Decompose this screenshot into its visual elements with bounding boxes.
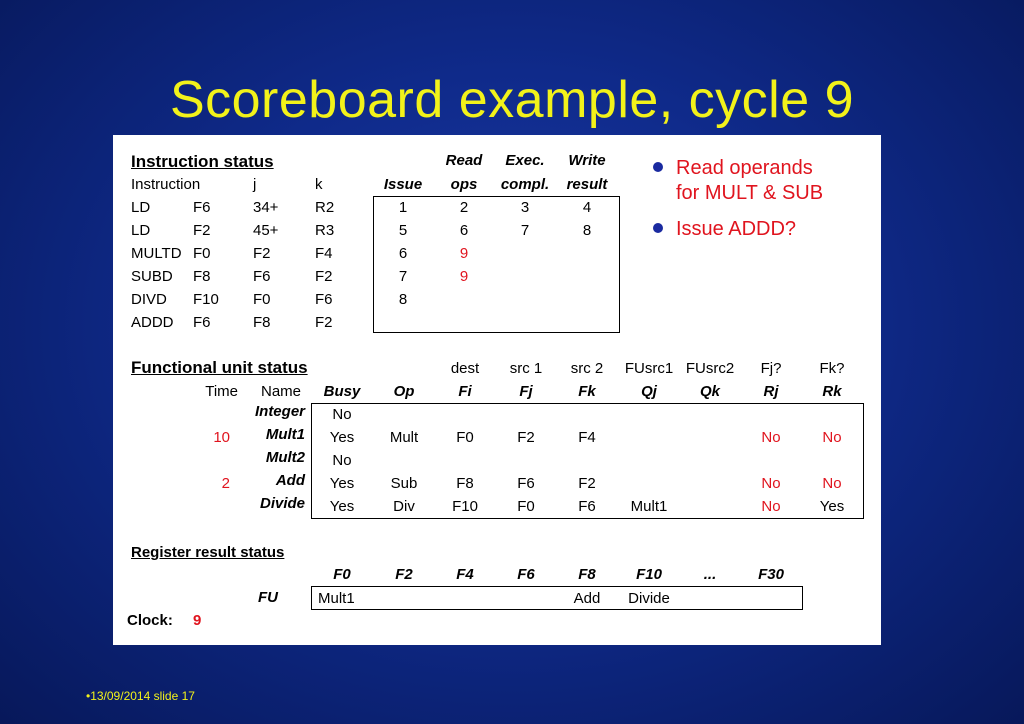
register-name: F6 bbox=[517, 566, 535, 583]
register-name: F2 bbox=[395, 566, 413, 583]
instruction-read-ops: 2 bbox=[459, 199, 469, 216]
instruction-k: F6 bbox=[315, 291, 333, 308]
scoreboard-panel bbox=[113, 135, 881, 645]
fu-cell-fj: F0 bbox=[517, 498, 535, 515]
instruction-status-box bbox=[373, 196, 620, 333]
instruction-j: F8 bbox=[253, 314, 271, 331]
instruction-issue: 7 bbox=[398, 268, 408, 285]
instruction-exec-compl: 3 bbox=[520, 199, 530, 216]
instruction-k: F2 bbox=[315, 314, 333, 331]
instruction-j: 45+ bbox=[253, 222, 279, 239]
fu-header-cell: Fk bbox=[578, 383, 596, 400]
fu-cell-fj: F6 bbox=[517, 475, 535, 492]
instruction-j: F2 bbox=[253, 245, 271, 262]
fu-time: 10 bbox=[213, 429, 230, 446]
fu-cell-busy: Yes bbox=[329, 429, 355, 446]
fu-cell-fi: F8 bbox=[456, 475, 474, 492]
instruction-issue: 8 bbox=[398, 291, 408, 308]
register-name: F8 bbox=[578, 566, 596, 583]
register-name: ... bbox=[703, 566, 717, 583]
fu-cell-rk: No bbox=[822, 475, 842, 492]
instruction-dest: F8 bbox=[193, 268, 211, 285]
fu-cell-op: Mult bbox=[389, 429, 419, 446]
fu-header-top-cell: FUsrc1 bbox=[624, 360, 674, 377]
fu-header-name: Name bbox=[260, 383, 301, 400]
instruction-issue: 6 bbox=[398, 245, 408, 262]
fu-name: Integer bbox=[254, 403, 305, 420]
fu-header-cell: Fj bbox=[519, 383, 533, 400]
fu-header-top-cell: src 2 bbox=[570, 360, 604, 377]
fu-cell-fi: F0 bbox=[456, 429, 474, 446]
note-1-line-1: Read operands bbox=[676, 157, 813, 179]
fu-cell-op: Div bbox=[393, 498, 415, 515]
register-name: F0 bbox=[333, 566, 351, 583]
fu-header-cell: Fi bbox=[458, 383, 472, 400]
fu-cell-rj: No bbox=[761, 475, 781, 492]
fu-header-cell: Qk bbox=[699, 383, 720, 400]
header-exec: Exec. bbox=[505, 152, 545, 169]
fu-cell-rk: No bbox=[822, 429, 842, 446]
instruction-j: F6 bbox=[253, 268, 271, 285]
instruction-j: 34+ bbox=[253, 199, 279, 216]
instruction-dest: F2 bbox=[193, 222, 211, 239]
instruction-write-result: 8 bbox=[582, 222, 592, 239]
fu-cell-busy: No bbox=[332, 452, 352, 469]
fu-header-top-cell: dest bbox=[450, 360, 480, 377]
fu-cell-busy: No bbox=[332, 406, 352, 423]
header-instruction: Instruction bbox=[131, 176, 201, 193]
fu-header-cell: Qj bbox=[641, 383, 657, 400]
register-name: F10 bbox=[636, 566, 662, 583]
fu-header-top-cell: src 1 bbox=[509, 360, 543, 377]
instruction-dest: F0 bbox=[193, 245, 211, 262]
fu-cell-fk: F4 bbox=[578, 429, 596, 446]
fu-cell-fk: F6 bbox=[578, 498, 596, 515]
fu-time: 2 bbox=[221, 475, 230, 492]
fu-name: Divide bbox=[259, 495, 305, 512]
fu-label: FU bbox=[258, 589, 278, 606]
fu-header-cell: Rk bbox=[822, 383, 842, 400]
instruction-op: LD bbox=[131, 199, 151, 216]
bullet-icon bbox=[653, 223, 663, 233]
header-issue: Issue bbox=[383, 176, 423, 193]
instruction-op: LD bbox=[131, 222, 151, 239]
functional-unit-status-heading: Functional unit status bbox=[131, 358, 308, 377]
fu-header-top-cell: FUsrc2 bbox=[685, 360, 735, 377]
fu-cell-rj: No bbox=[761, 498, 781, 515]
instruction-op: MULTD bbox=[131, 245, 182, 262]
instruction-k: R3 bbox=[315, 222, 335, 239]
footer-date-slide: •13/09/2014 slide 17 bbox=[86, 689, 195, 703]
fu-header-cell: Op bbox=[393, 383, 415, 400]
register-name: F4 bbox=[456, 566, 474, 583]
clock-label: Clock: bbox=[127, 612, 173, 629]
fu-name: Mult1 bbox=[265, 426, 305, 443]
register-fu-value: Divide bbox=[628, 590, 670, 607]
fu-header-top-cell: Fk? bbox=[819, 360, 845, 377]
header-write: Write bbox=[568, 152, 606, 169]
fu-cell-busy: Yes bbox=[329, 498, 355, 515]
header-read: Read bbox=[445, 152, 483, 169]
instruction-op: ADDD bbox=[131, 314, 174, 331]
instruction-dest: F10 bbox=[193, 291, 219, 308]
register-result-status-heading: Register result status bbox=[131, 544, 285, 561]
bullet-icon bbox=[653, 162, 663, 172]
instruction-j: F0 bbox=[253, 291, 271, 308]
instruction-status-heading: Instruction status bbox=[131, 152, 274, 171]
instruction-issue: 5 bbox=[398, 222, 408, 239]
fu-cell-fi: F10 bbox=[452, 498, 478, 515]
clock-value: 9 bbox=[193, 612, 202, 629]
fu-header-cell: Rj bbox=[763, 383, 779, 400]
instruction-dest: F6 bbox=[193, 199, 211, 216]
instruction-op: SUBD bbox=[131, 268, 173, 285]
instruction-k: F4 bbox=[315, 245, 333, 262]
instruction-read-ops: 9 bbox=[459, 268, 469, 285]
note-2: Issue ADDD? bbox=[676, 218, 797, 240]
fu-header-cell: Busy bbox=[323, 383, 361, 400]
instruction-k: R2 bbox=[315, 199, 335, 216]
slide-title: Scoreboard example, cycle 9 bbox=[169, 71, 855, 129]
header-result: result bbox=[566, 176, 608, 193]
fu-name: Add bbox=[275, 472, 305, 489]
fu-cell-qj: Mult1 bbox=[630, 498, 668, 515]
fu-cell-rj: No bbox=[761, 429, 781, 446]
fu-header-time: Time bbox=[205, 383, 238, 400]
header-j: j bbox=[253, 176, 257, 193]
fu-cell-rk: Yes bbox=[819, 498, 845, 515]
fu-name: Mult2 bbox=[265, 449, 305, 466]
register-name: F30 bbox=[758, 566, 784, 583]
instruction-issue: 1 bbox=[398, 199, 408, 216]
header-k: k bbox=[315, 176, 323, 193]
note-1-line-2: for MULT & SUB bbox=[676, 182, 824, 204]
instruction-read-ops: 9 bbox=[459, 245, 469, 262]
instruction-write-result: 4 bbox=[582, 199, 592, 216]
instruction-exec-compl: 7 bbox=[520, 222, 530, 239]
header-ops: ops bbox=[450, 176, 478, 193]
fu-cell-op: Sub bbox=[390, 475, 418, 492]
register-fu-value: Add bbox=[573, 590, 601, 607]
fu-header-top-cell: Fj? bbox=[760, 360, 782, 377]
instruction-op: DIVD bbox=[131, 291, 167, 308]
instruction-k: F2 bbox=[315, 268, 333, 285]
fu-cell-busy: Yes bbox=[329, 475, 355, 492]
instruction-read-ops: 6 bbox=[459, 222, 469, 239]
fu-cell-fj: F2 bbox=[517, 429, 535, 446]
instruction-dest: F6 bbox=[193, 314, 211, 331]
fu-cell-fk: F2 bbox=[578, 475, 596, 492]
header-compl: compl. bbox=[500, 176, 550, 193]
register-fu-value: Mult1 bbox=[318, 590, 355, 607]
